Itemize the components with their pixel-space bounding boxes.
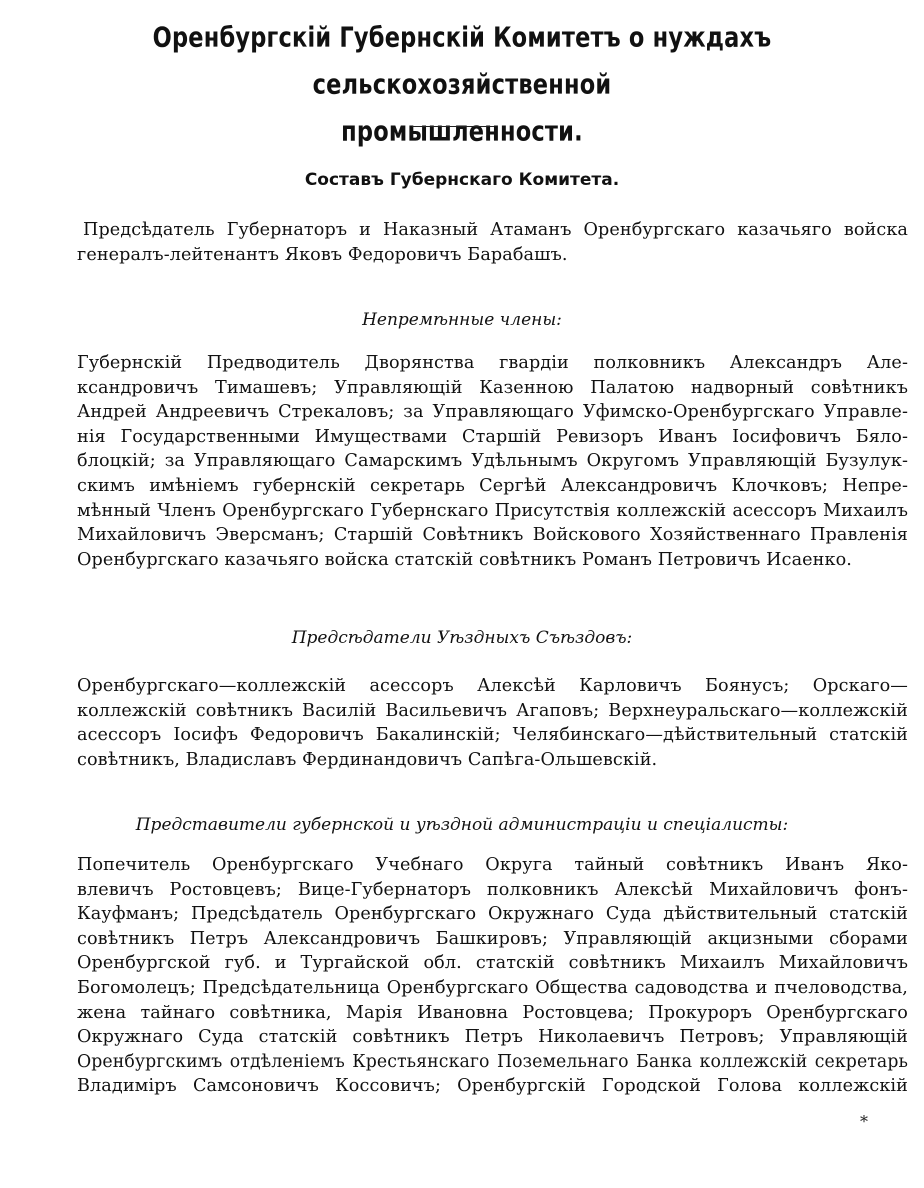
permanent-members-line: мѣнный Членъ Оренбургскаго Губернскаго Присутствія коллежскій асессоръ Михаилъ: [77, 500, 908, 521]
permanent-members-line: Михайловичъ Эверсманъ; Старшій Совѣтникъ Войскового Хозяйственнаго Правленія: [77, 525, 908, 546]
permanent-members-heading: Непремѣнные члены:: [362, 310, 562, 330]
representatives-line: жена тайнаго совѣтника, Марія Ивановна Ростовцева; Прокуроръ Оренбургскаго: [77, 1002, 908, 1023]
representatives-line: совѣтникъ Петръ Александровичъ Башкировъ; Управляющій акцизными сборами: [77, 928, 908, 949]
chairman-line: генералъ-лейтенантъ Яковъ Федоровичъ Барабашъ.: [77, 244, 568, 265]
document-title: [28, 14, 896, 155]
district-chairs-line: асессоръ Іосифъ Федоровичъ Бакалинскій; Челябинскаго—дѣйствительный статскій: [77, 725, 908, 746]
permanent-members-line: блоцкій; за Управляющаго Самарскимъ Удѣльнымъ Округомъ Управляющій Бузулук-: [77, 451, 908, 472]
district-chairs-paragraph: [27, 674, 908, 772]
title-divider: [412, 126, 494, 127]
permanent-members-line: Андрей Андреевичъ Стрекаловъ; за Управляющаго Уфимско-Оренбургскаго Управле-: [77, 402, 908, 423]
district-chairs-line: коллежскій совѣтникъ Василій Васильевичъ Агаповъ; Верхнеуральскаго—коллежскій: [77, 700, 908, 721]
representatives-line: Кауфманъ; Предсѣдатель Оренбургскаго Окружнаго Суда дѣйствительный статскій: [77, 904, 908, 925]
representatives-line: влевичъ Ростовцевъ; Вице-Губернаторъ полковникъ Алексѣй Михайловичъ фонъ-: [77, 879, 908, 900]
chairman-paragraph: [27, 218, 908, 267]
representatives-line: Богомолецъ; Предсѣдательница Оренбургскаго Общества садоводства и пчеловодства,: [77, 977, 908, 998]
title-line-1: Оренбургскій Губернскій Комитетъ о нуждахъ сельскохозяйственной: [152, 20, 772, 101]
composition-heading: Составъ Губернскаго Комитета.: [304, 170, 620, 190]
district-chairs-heading: Предсѣдатели Уѣздныхъ Съѣздовъ:: [291, 628, 633, 648]
representatives-paragraph: [27, 853, 908, 1099]
representatives-heading: Представители губернской и уѣздной администраціи и спеціалисты:: [135, 815, 789, 835]
representatives-line: Попечитель Оренбургскаго Учебнаго Округа тайный совѣтникъ Иванъ Яко-: [77, 855, 908, 875]
permanent-members-line: Губернскій Предводитель Дворянства гвардіи полковникъ Александръ Але-: [77, 353, 908, 373]
district-chairs-line: совѣтникъ, Владиславъ Фердинандовичъ Сапѣга-Ольшевскій.: [77, 749, 658, 770]
title-line-2: промышленности.: [341, 114, 583, 148]
footer-asterisk: *: [860, 1112, 868, 1131]
representatives-line: Оренбургскимъ отдѣленіемъ Крестьянскаго Поземельнаго Банка коллежскій секретарь: [77, 1051, 908, 1072]
district-chairs-line: Оренбургскаго—коллежскій асессоръ Алексѣй Карловичъ Боянусъ; Орскаго—: [77, 676, 908, 696]
permanent-members-line: ксандровичъ Тимашевъ; Управляющій Казенною Палатою надворный совѣтникъ: [77, 377, 908, 398]
permanent-members-line: скимъ имѣніемъ губернскій секретарь Сергѣй Александровичъ Клочковъ; Непре-: [77, 475, 908, 496]
permanent-members-paragraph: [27, 351, 908, 572]
chairman-line: Предсѣдатель Губернаторъ и Наказный Атаманъ Оренбургскаго казачьяго войска: [83, 220, 908, 240]
representatives-line: Оренбургской губ. и Тургайской обл. статскій совѣтникъ Михаилъ Михайловичъ: [77, 953, 908, 974]
permanent-members-line: Оренбургскаго казачьяго войска статскій совѣтникъ Романъ Петровичъ Исаенко.: [77, 549, 852, 570]
representatives-line: Окружнаго Суда статскій совѣтникъ Петръ Николаевичъ Петровъ; Управляющій: [77, 1027, 908, 1048]
representatives-line: Владиміръ Самсоновичъ Коссовичъ; Оренбургскій Городской Голова коллежскій: [77, 1076, 908, 1097]
permanent-members-line: нія Государственными Имуществами Старшій Ревизоръ Иванъ Іосифовичъ Бяло-: [77, 426, 908, 447]
